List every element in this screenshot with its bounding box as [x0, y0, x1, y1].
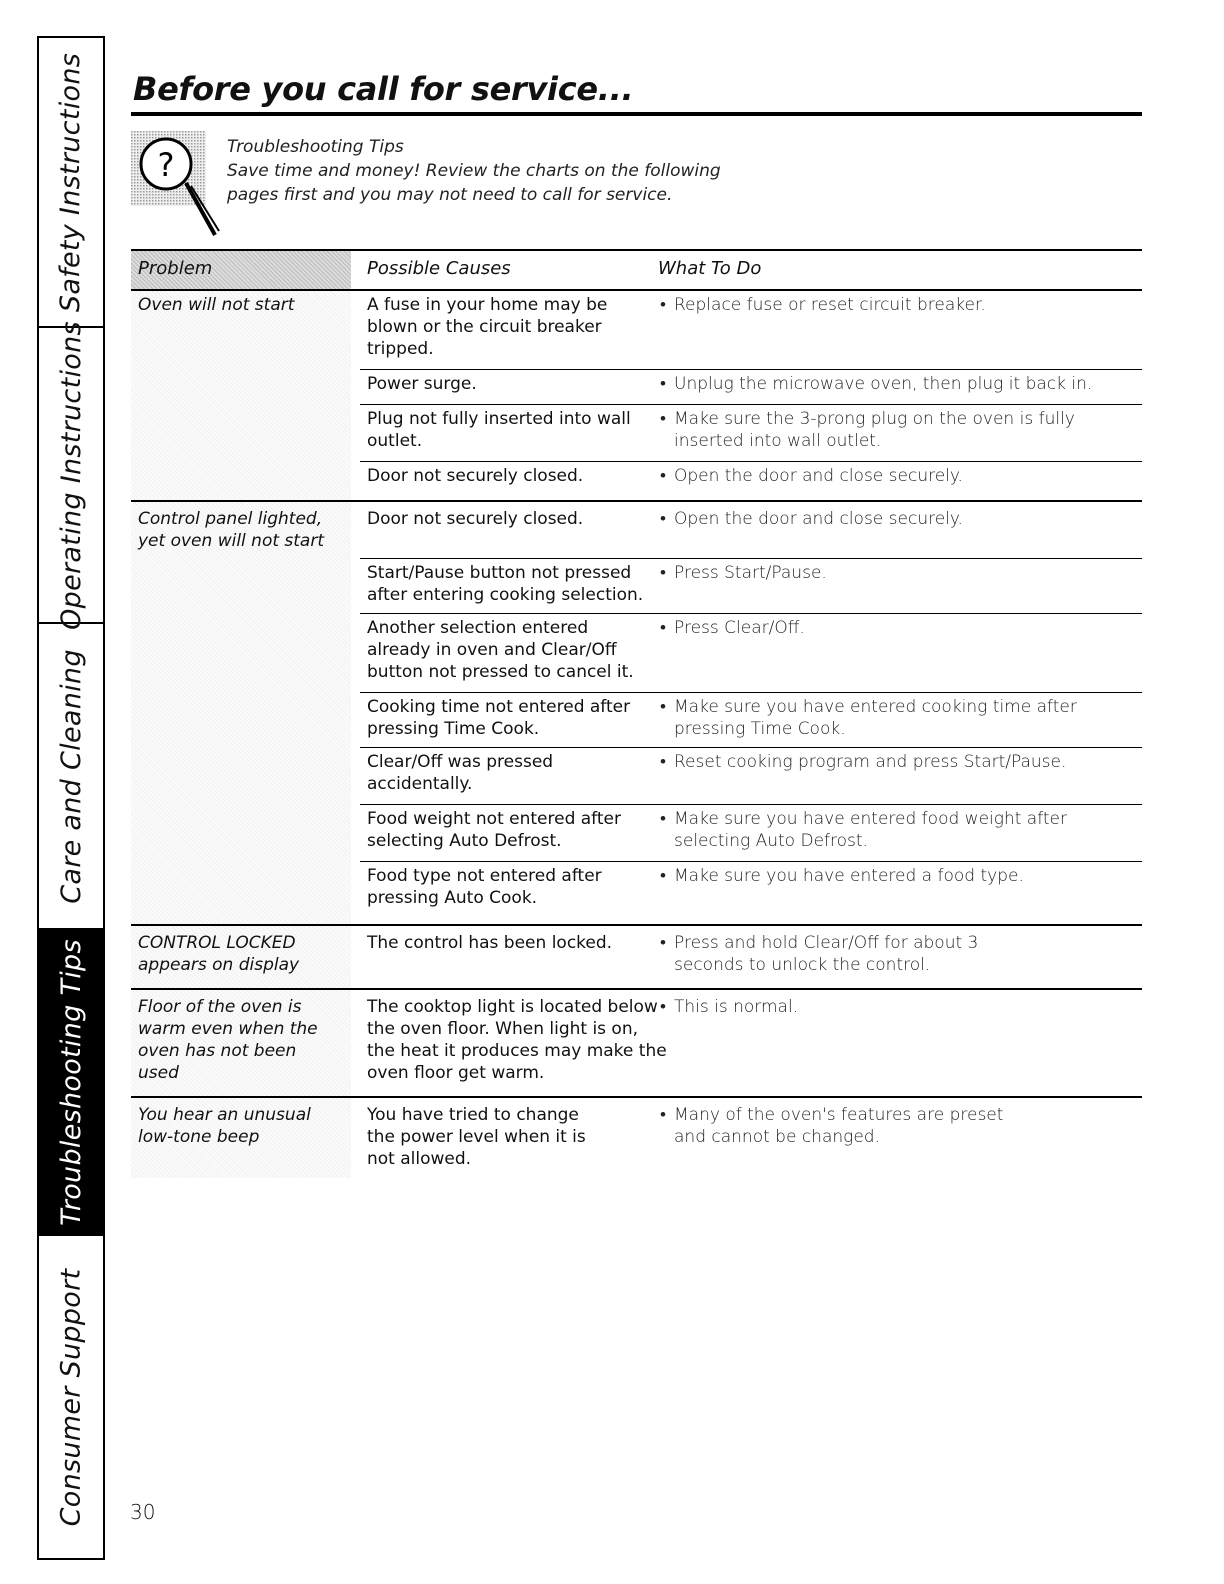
- todo-text: • Unplug the microwave oven, then plug it back in.: [658, 373, 1138, 395]
- tab-consumer-support[interactable]: [39, 1236, 103, 1558]
- cause-text: Door not securely closed.: [367, 466, 584, 486]
- table-row: [360, 614, 1142, 693]
- cause-text: Another selection entered already in oven and Clear/Off button not pressed to cancel it.: [367, 618, 634, 682]
- table-row: [360, 559, 1142, 614]
- side-nav: [37, 36, 105, 1560]
- tips-line: pages first and you may not need to call for service.: [227, 185, 673, 205]
- tab-label: Safety Instructions: [55, 52, 87, 312]
- cause-text: A fuse in your home may be blown or the circuit breaker tripped.: [367, 295, 608, 359]
- tab-troubleshooting-tips[interactable]: [39, 930, 103, 1236]
- tab-care-and-cleaning[interactable]: [39, 624, 103, 930]
- todo-text: • Make sure you have entered food weight after selecting Auto Defrost.: [658, 808, 1138, 852]
- todo-text: • Replace fuse or reset circuit breaker.: [658, 294, 1138, 316]
- problem-group: [131, 291, 1142, 502]
- todo-text: • Press and hold Clear/Off for about 3 seconds to unlock the control.: [658, 932, 1038, 976]
- todo-text: • Open the door and close securely.: [658, 508, 1138, 530]
- problem-text: Control panel lighted, yet oven will not start: [138, 509, 325, 551]
- todo-text: • Press Start/Pause.: [658, 562, 1138, 584]
- header-possible-causes: Possible Causes: [367, 258, 511, 279]
- todo-text: • Make sure you have entered a food type.: [658, 865, 1138, 887]
- cause-text: Start/Pause button not pressed after entering cooking selection.: [367, 563, 644, 605]
- tab-label: Care and Cleaning: [55, 648, 87, 904]
- todo-text: • Open the door and close securely.: [658, 465, 1138, 487]
- cause-text: Door not securely closed.: [367, 509, 584, 529]
- table-row: [360, 405, 1142, 462]
- title-divider: [131, 112, 1142, 116]
- todo-text: • Make sure the 3-prong plug on the oven is fully inserted into wall outlet.: [658, 408, 1138, 452]
- problem-group: [131, 502, 1142, 926]
- todo-text: • Many of the oven's features are preset and cannot be changed.: [658, 1104, 1038, 1148]
- table-row: [360, 291, 1142, 370]
- table-row: [360, 1098, 1142, 1178]
- table-row: [360, 805, 1142, 862]
- tab-safety-instructions[interactable]: [39, 38, 103, 328]
- todo-text: • Make sure you have entered cooking time after pressing Time Cook.: [658, 696, 1138, 740]
- troubleshooting-table: [131, 249, 1142, 1178]
- problem-text: Floor of the oven is warm even when the oven has not been used: [138, 997, 318, 1083]
- table-row: [360, 502, 1142, 559]
- cause-text: You have tried to change the power level when it is not allowed.: [367, 1105, 586, 1169]
- problem-bg: [131, 502, 351, 924]
- cause-text: Cooking time not entered after pressing Time Cook.: [367, 697, 631, 739]
- header-what-to-do: What To Do: [658, 258, 762, 279]
- page-number: 30: [130, 1500, 156, 1524]
- cause-text: Food weight not entered after selecting Auto Defrost.: [367, 809, 621, 851]
- problem-text: CONTROL LOCKED appears on display: [138, 933, 300, 975]
- header-problem: Problem: [138, 258, 213, 279]
- table-row: [360, 926, 1142, 988]
- svg-text:?: ?: [157, 146, 175, 184]
- todo-text: • This is normal.: [658, 996, 1138, 1018]
- table-row: [360, 748, 1142, 805]
- table-row: [360, 990, 1142, 1096]
- tips-line: Save time and money! Review the charts on the following: [227, 161, 721, 181]
- table-row: [360, 462, 1142, 500]
- table-header: [131, 249, 1142, 291]
- problem-text: Oven will not start: [138, 295, 295, 315]
- table-row: [360, 693, 1142, 748]
- problem-group: [131, 926, 1142, 990]
- cause-text: Power surge.: [367, 374, 477, 394]
- tips-heading: Troubleshooting Tips: [227, 137, 404, 157]
- troubleshooting-tips-intro: [227, 135, 721, 207]
- cause-text: The cooktop light is located below the oven floor. When light is on, the heat it produces may make the oven floor get warm.: [367, 997, 667, 1083]
- problem-bg: [131, 291, 351, 500]
- problem-group: [131, 1098, 1142, 1178]
- todo-text: • Reset cooking program and press Start/Pause.: [658, 751, 1138, 773]
- tab-label: Troubleshooting Tips: [55, 938, 87, 1226]
- todo-text: • Press Clear/Off.: [658, 617, 1138, 639]
- tab-label: Operating Instructions: [55, 320, 87, 630]
- cause-text: Clear/Off was pressed accidentally.: [367, 752, 554, 794]
- problem-text: You hear an unusual low-tone beep: [138, 1105, 311, 1147]
- cause-text: Plug not fully inserted into wall outlet.: [367, 409, 631, 451]
- table-row: [360, 370, 1142, 405]
- problem-group: [131, 990, 1142, 1098]
- tab-label: Consumer Support: [55, 1268, 87, 1526]
- tab-operating-instructions[interactable]: [39, 320, 103, 630]
- table-row: [360, 862, 1142, 924]
- cause-text: Food type not entered after pressing Auto Cook.: [367, 866, 602, 908]
- page-title: Before you call for service...: [133, 70, 634, 108]
- magnifier-question-icon: [131, 131, 223, 241]
- cause-text: The control has been locked.: [367, 933, 613, 953]
